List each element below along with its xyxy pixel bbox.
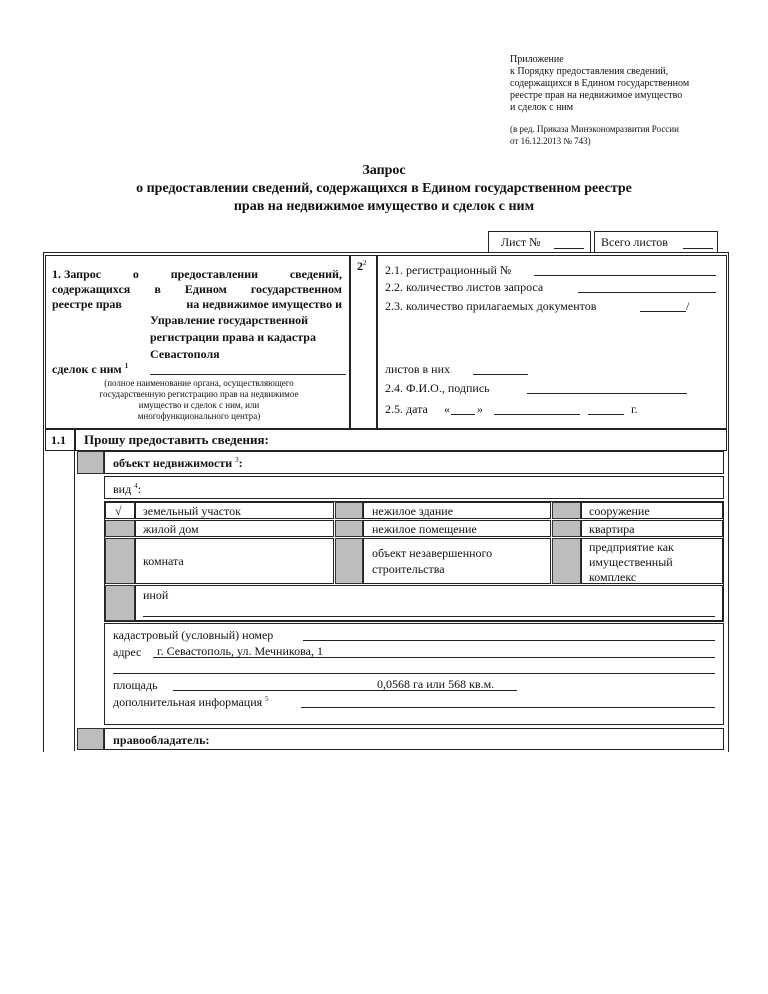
structure-option bbox=[581, 502, 723, 519]
footnote-ref: 2 bbox=[363, 259, 367, 267]
nonres-building-checkbox[interactable] bbox=[335, 502, 363, 519]
s1-word: Едином bbox=[184, 282, 227, 296]
type-label-text: вид bbox=[113, 482, 132, 496]
other-field[interactable] bbox=[143, 616, 715, 617]
enterprise-option bbox=[581, 538, 723, 584]
s1-word: в bbox=[154, 282, 161, 296]
deals-text: сделок с ним bbox=[52, 362, 122, 376]
enterprise-label: имущественный bbox=[589, 555, 673, 569]
edition-note: (в ред. Приказа Минэкономразвития России bbox=[510, 124, 679, 134]
holder-label: правообладатель: bbox=[113, 733, 210, 747]
title-line: Запрос bbox=[362, 163, 406, 178]
details-block bbox=[104, 623, 724, 725]
house-label: жилой дом bbox=[143, 522, 199, 536]
nonres-building-label: нежилое здание bbox=[372, 504, 454, 518]
appendix-line: Приложение bbox=[510, 54, 564, 65]
date-month-field[interactable] bbox=[494, 414, 580, 415]
address-field-2[interactable] bbox=[113, 673, 715, 674]
unfinished-checkbox[interactable] bbox=[335, 538, 363, 584]
org-name-field[interactable] bbox=[150, 374, 346, 375]
org-note-line: государственную регистрацию прав на недвижимое bbox=[99, 389, 299, 399]
check-mark: √ bbox=[115, 504, 122, 518]
unfinished-option bbox=[363, 538, 551, 584]
appendix-line: к Порядку предоставления сведений, bbox=[510, 66, 669, 77]
org-name-line: регистрации права и кадастра bbox=[150, 330, 316, 344]
footnote-ref: 5 bbox=[265, 695, 269, 703]
sheets-in-label: листов в них bbox=[385, 362, 450, 376]
footnote-ref: 1 bbox=[124, 362, 129, 370]
land-label: земельный участок bbox=[143, 504, 241, 518]
org-note bbox=[64, 378, 334, 422]
extra-info-field[interactable] bbox=[301, 707, 715, 708]
year-suffix: г. bbox=[631, 402, 638, 416]
request-header bbox=[75, 429, 727, 451]
edition-note: от 16.12.2013 № 743) bbox=[510, 136, 591, 146]
extra-info-label bbox=[113, 695, 269, 709]
total-sheets-label: Всего листов bbox=[601, 235, 668, 249]
date-close-quote: » bbox=[477, 402, 483, 416]
structure-checkbox[interactable] bbox=[552, 502, 581, 519]
other-option bbox=[135, 585, 723, 621]
object-row bbox=[104, 451, 724, 474]
reg-number-field[interactable] bbox=[534, 275, 716, 276]
docs-count-label: 2.3. количество прилагаемых документов bbox=[385, 299, 597, 313]
cadastral-label: кадастровый (условный) номер bbox=[113, 628, 274, 642]
house-option bbox=[135, 520, 334, 537]
unfinished-label: объект незавершенного bbox=[372, 546, 493, 560]
nonres-premises-option bbox=[363, 520, 551, 537]
deals-label bbox=[52, 362, 128, 376]
title-line: прав на недвижимое имущество и сделок с ним bbox=[233, 199, 535, 214]
address-value[interactable]: г. Севастополь, ул. Мечникова, 1 bbox=[157, 644, 323, 658]
s1-word: предоставлении bbox=[170, 267, 259, 281]
request-number: 1.1 bbox=[51, 433, 66, 447]
s1-word: содержащихся bbox=[52, 282, 131, 296]
sheets-count-field[interactable] bbox=[578, 292, 716, 293]
area-field[interactable] bbox=[173, 690, 517, 691]
apartment-option bbox=[581, 520, 723, 537]
org-name-line: Севастополя bbox=[150, 347, 220, 361]
extra-info-text: дополнительная информация bbox=[113, 695, 263, 709]
object-label bbox=[113, 456, 243, 470]
other-checkbox[interactable] bbox=[105, 585, 135, 621]
room-option bbox=[135, 538, 334, 584]
section-2-num bbox=[357, 259, 367, 273]
request-left-rule bbox=[74, 451, 75, 751]
sheets-in-field[interactable] bbox=[473, 374, 528, 375]
section-1 bbox=[45, 255, 350, 429]
room-checkbox[interactable] bbox=[105, 538, 135, 584]
sheet-number-box[interactable] bbox=[488, 231, 591, 253]
area-value[interactable]: 0,0568 га или 568 кв.м. bbox=[377, 677, 495, 691]
appendix-line: и сделок с ним bbox=[510, 102, 574, 113]
org-name-line: Управление государственной bbox=[150, 313, 309, 327]
s1-word: 1. Запрос bbox=[52, 267, 102, 281]
structure-label: сооружение bbox=[589, 504, 650, 518]
section-2 bbox=[377, 255, 727, 429]
apartment-label: квартира bbox=[589, 522, 635, 536]
sheet-number-label: Лист № bbox=[501, 235, 541, 249]
fio-label: 2.4. Ф.И.О., подпись bbox=[385, 381, 490, 395]
docs-slash: / bbox=[686, 299, 690, 313]
enterprise-label: комплекс bbox=[589, 570, 637, 584]
nonres-premises-checkbox[interactable] bbox=[335, 520, 363, 537]
date-label: 2.5. дата bbox=[385, 402, 428, 416]
unfinished-label: строительства bbox=[372, 562, 445, 576]
land-option bbox=[135, 502, 334, 519]
s1-word: государственном bbox=[250, 282, 342, 296]
nonres-premises-label: нежилое помещение bbox=[372, 522, 477, 536]
address-label: адрес bbox=[113, 645, 142, 659]
s1-word: реестре прав bbox=[52, 297, 122, 311]
other-label: иной bbox=[143, 588, 169, 602]
house-checkbox[interactable] bbox=[105, 520, 135, 537]
address-field[interactable] bbox=[153, 657, 715, 658]
date-open-quote: « bbox=[444, 402, 450, 416]
sheet-number-line[interactable] bbox=[554, 248, 584, 249]
request-label: Прошу предоставить сведения: bbox=[84, 432, 269, 447]
org-note-line: многофункционального центра) bbox=[137, 411, 261, 421]
footnote-ref: 3 bbox=[235, 456, 239, 464]
room-label: комната bbox=[143, 554, 184, 568]
fio-field[interactable] bbox=[527, 393, 687, 394]
object-checkbox[interactable] bbox=[77, 451, 104, 474]
apartment-checkbox[interactable] bbox=[552, 520, 581, 537]
sheets-count-label: 2.2. количество листов запроса bbox=[385, 280, 544, 294]
s1-word: на недвижимое имущество и bbox=[186, 297, 342, 311]
s1-word: сведений, bbox=[289, 267, 342, 281]
type-label: вид $^4$: bbox=[113, 482, 142, 496]
object-label-text: объект недвижимости bbox=[113, 456, 233, 470]
area-label: площадь bbox=[113, 678, 158, 692]
enterprise-checkbox[interactable] bbox=[552, 538, 581, 584]
title-line: о предоставлении сведений, содержащихся в Едином государственном реестре bbox=[136, 181, 632, 196]
docs-count-field[interactable] bbox=[640, 311, 686, 312]
holder-checkbox[interactable] bbox=[77, 728, 104, 750]
org-note-line: имущество и сделок с ним, или bbox=[138, 400, 260, 410]
total-sheets-box[interactable] bbox=[594, 231, 718, 253]
org-note-line: (полное наименование органа, осуществляющего bbox=[104, 378, 294, 388]
reg-number-label: 2.1. регистрационный № bbox=[385, 263, 512, 277]
s1-word: о bbox=[132, 267, 139, 281]
date-day-field[interactable] bbox=[451, 414, 475, 415]
appendix-line: реестре прав на недвижимое имущество bbox=[510, 90, 683, 101]
footnote-ref: 4 bbox=[134, 482, 138, 490]
type-row bbox=[104, 476, 724, 499]
section-2-number bbox=[350, 255, 377, 429]
enterprise-label: предприятие как bbox=[589, 540, 674, 554]
request-number-cell bbox=[45, 429, 75, 451]
total-sheets-line[interactable] bbox=[683, 248, 713, 249]
section-2-num-text: 2 bbox=[357, 259, 363, 273]
nonres-building-option bbox=[363, 502, 551, 519]
holder-row bbox=[104, 728, 724, 750]
appendix-line: содержащихся в Едином государственном bbox=[510, 78, 690, 89]
land-checkbox[interactable] bbox=[105, 502, 135, 519]
date-year-field[interactable] bbox=[588, 414, 624, 415]
cadastral-field[interactable] bbox=[303, 640, 715, 641]
page-title bbox=[0, 162, 768, 216]
object-colon: : bbox=[238, 456, 243, 470]
